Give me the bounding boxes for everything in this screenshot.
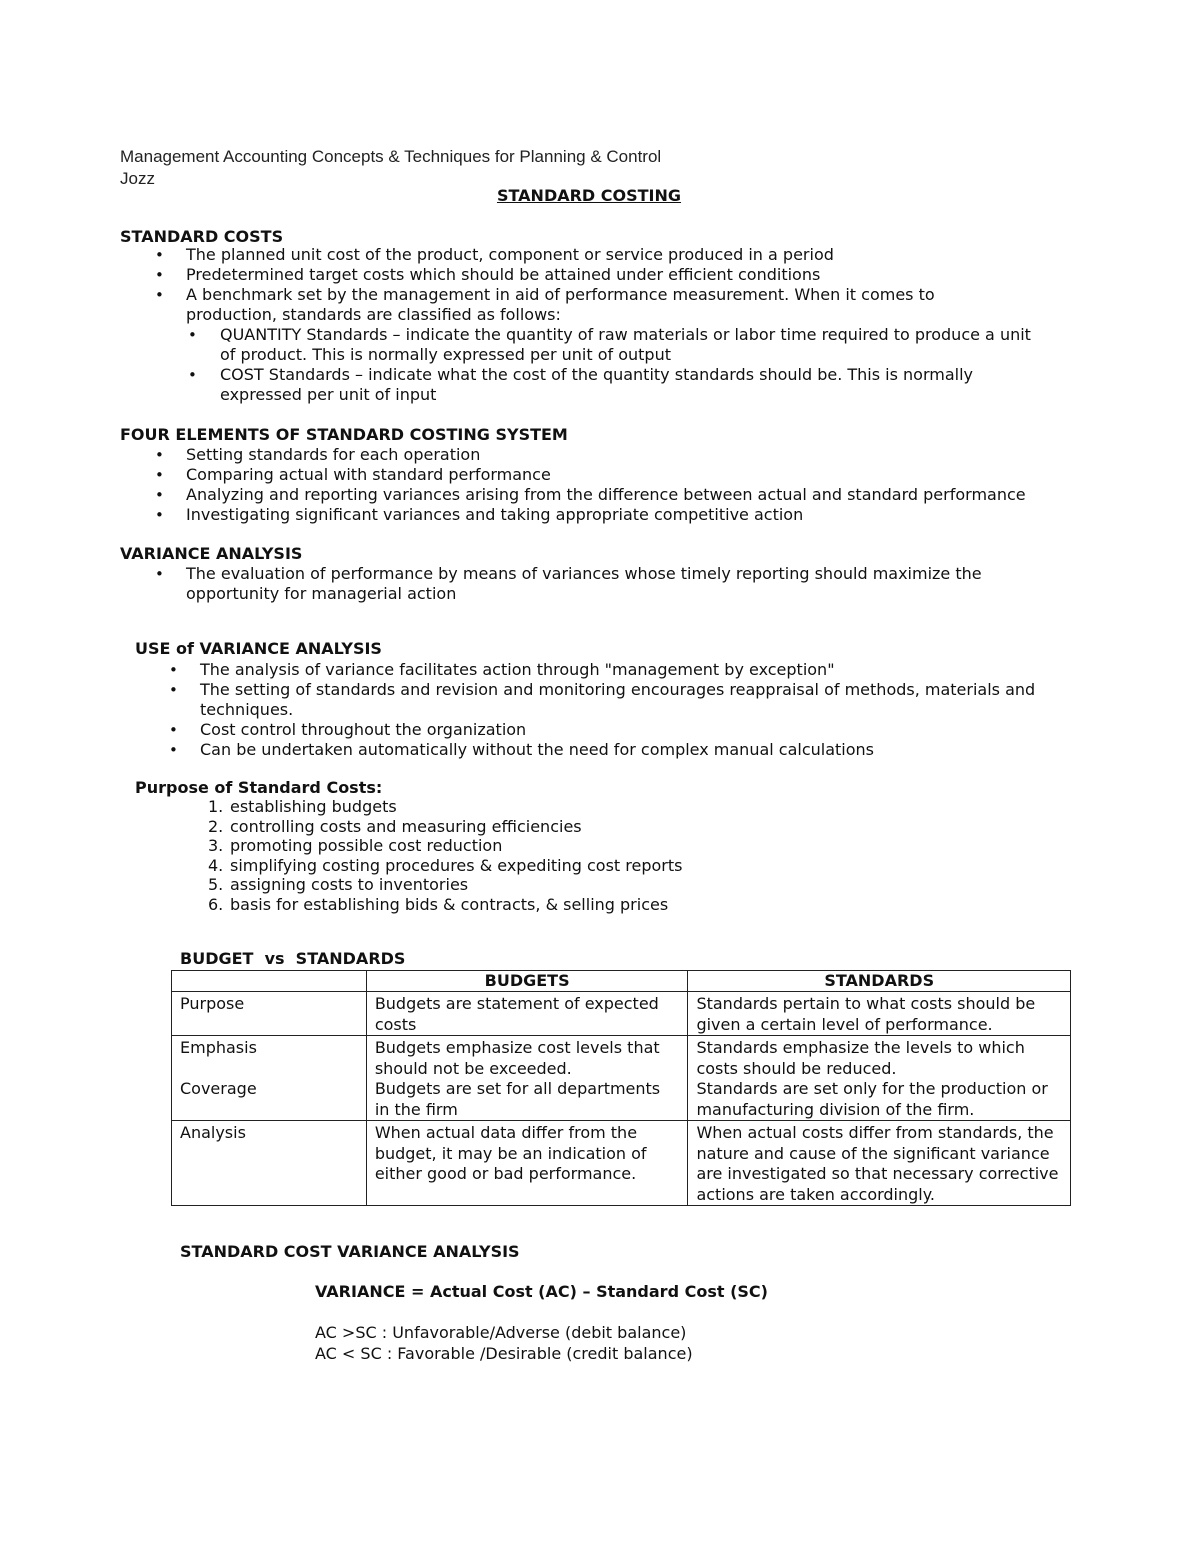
row-label: Emphasis Coverage (172, 1036, 367, 1121)
column-header: STANDARDS (688, 971, 1071, 992)
standard-costs-list (186, 245, 986, 325)
unfavorable-rule: AC >SC : Unfavorable/Adverse (debit balance) (315, 1323, 687, 1342)
column-header (172, 971, 367, 992)
row-label: Analysis (172, 1121, 367, 1206)
list-item: • Predetermined target costs which should be attained under efficient conditions (186, 265, 986, 285)
budget-vs-standards-heading: BUDGET vs STANDARDS (180, 949, 406, 968)
list-item: 6. basis for establishing bids & contracts, & selling prices (208, 894, 669, 914)
table-row (172, 992, 1071, 1036)
list-item: • Investigating significant variances and taking appropriate competitive action (186, 505, 1086, 525)
list-item: • The evaluation of performance by means of variances whose timely reporting should maximize the opportunity for managerial action (186, 564, 1016, 604)
variance-analysis-heading: VARIANCE ANALYSIS (120, 544, 303, 563)
list-item: • The analysis of variance facilitates action through "management by exception" (200, 660, 1065, 680)
row-label: Purpose (172, 992, 367, 1036)
list-item: • The planned unit cost of the product, component or service produced in a period (186, 245, 986, 265)
table-cell: Budgets are statement of expected costs (366, 992, 688, 1036)
table-cell: Standards emphasize the levels to which costs should be reduced. Standards are set only for the production or manufacturing division of the firm. (688, 1036, 1071, 1121)
list-item: • Comparing actual with standard performance (186, 465, 1086, 485)
four-elements-heading: FOUR ELEMENTS OF STANDARD COSTING SYSTEM (120, 425, 568, 444)
standard-types-list (220, 325, 1040, 405)
list-item: 3. promoting possible cost reduction (208, 836, 503, 856)
list-item: 2. controlling costs and measuring efficiencies (208, 816, 582, 836)
column-header: BUDGETS (366, 971, 688, 992)
list-item: 1. establishing budgets (208, 797, 397, 816)
use-of-variance-list (200, 660, 1065, 760)
table-row (172, 1036, 1071, 1121)
table-row (172, 1121, 1071, 1206)
table-cell: When actual costs differ from standards, the nature and cause of the significant variance are investigated so that necessary corrective actions are taken accordingly. (688, 1121, 1071, 1206)
list-item: 5. assigning costs to inventories (208, 875, 469, 895)
use-of-variance-heading: USE of VARIANCE ANALYSIS (135, 639, 382, 658)
four-elements-list (186, 445, 1086, 525)
table-header-row (172, 971, 1071, 992)
budget-vs-standards-table (171, 970, 1071, 1206)
standard-costs-heading: STANDARD COSTS (120, 227, 284, 246)
list-item: • Can be undertaken automatically without the need for complex manual calculations (200, 740, 1065, 760)
table-cell: When actual data differ from the budget, it may be an indication of either good or bad performance. (366, 1121, 688, 1206)
author-name: Jozz (120, 169, 155, 188)
list-item: • A benchmark set by the management in aid of performance measurement. When it comes to production, standards are classified as follows: (186, 285, 986, 325)
list-item: • Setting standards for each operation (186, 445, 1086, 465)
list-item: • COST Standards – indicate what the cost of the quantity standards should be. This is normally expressed per unit of input (220, 365, 1040, 405)
list-item: • The setting of standards and revision and monitoring encourages reappraisal of methods, materials and techniques. (200, 680, 1065, 720)
variance-analysis-list (186, 564, 1016, 604)
list-item: • QUANTITY Standards – indicate the quantity of raw materials or labor time required to produce a unit of product. This is normally expressed per unit of output (220, 325, 1040, 365)
course-title: Management Accounting Concepts & Techniques for Planning & Control (120, 147, 662, 166)
table-cell: Standards pertain to what costs should be given a certain level of performance. (688, 992, 1071, 1036)
list-item: • Cost control throughout the organization (200, 720, 1065, 740)
cost-variance-heading: STANDARD COST VARIANCE ANALYSIS (180, 1242, 520, 1261)
purpose-heading: Purpose of Standard Costs: (135, 778, 383, 797)
list-item: • Analyzing and reporting variances arising from the difference between actual and standard performance (186, 485, 1086, 505)
variance-formula: VARIANCE = Actual Cost (AC) – Standard Cost (SC) (315, 1282, 768, 1301)
table-cell: Budgets emphasize cost levels that should not be exceeded. Budgets are set for all departments in the firm (366, 1036, 688, 1121)
page-title: STANDARD COSTING (496, 186, 682, 205)
list-item: 4. simplifying costing procedures & expediting cost reports (208, 855, 683, 875)
purpose-list (208, 797, 908, 915)
favorable-rule: AC < SC : Favorable /Desirable (credit balance) (315, 1344, 693, 1363)
